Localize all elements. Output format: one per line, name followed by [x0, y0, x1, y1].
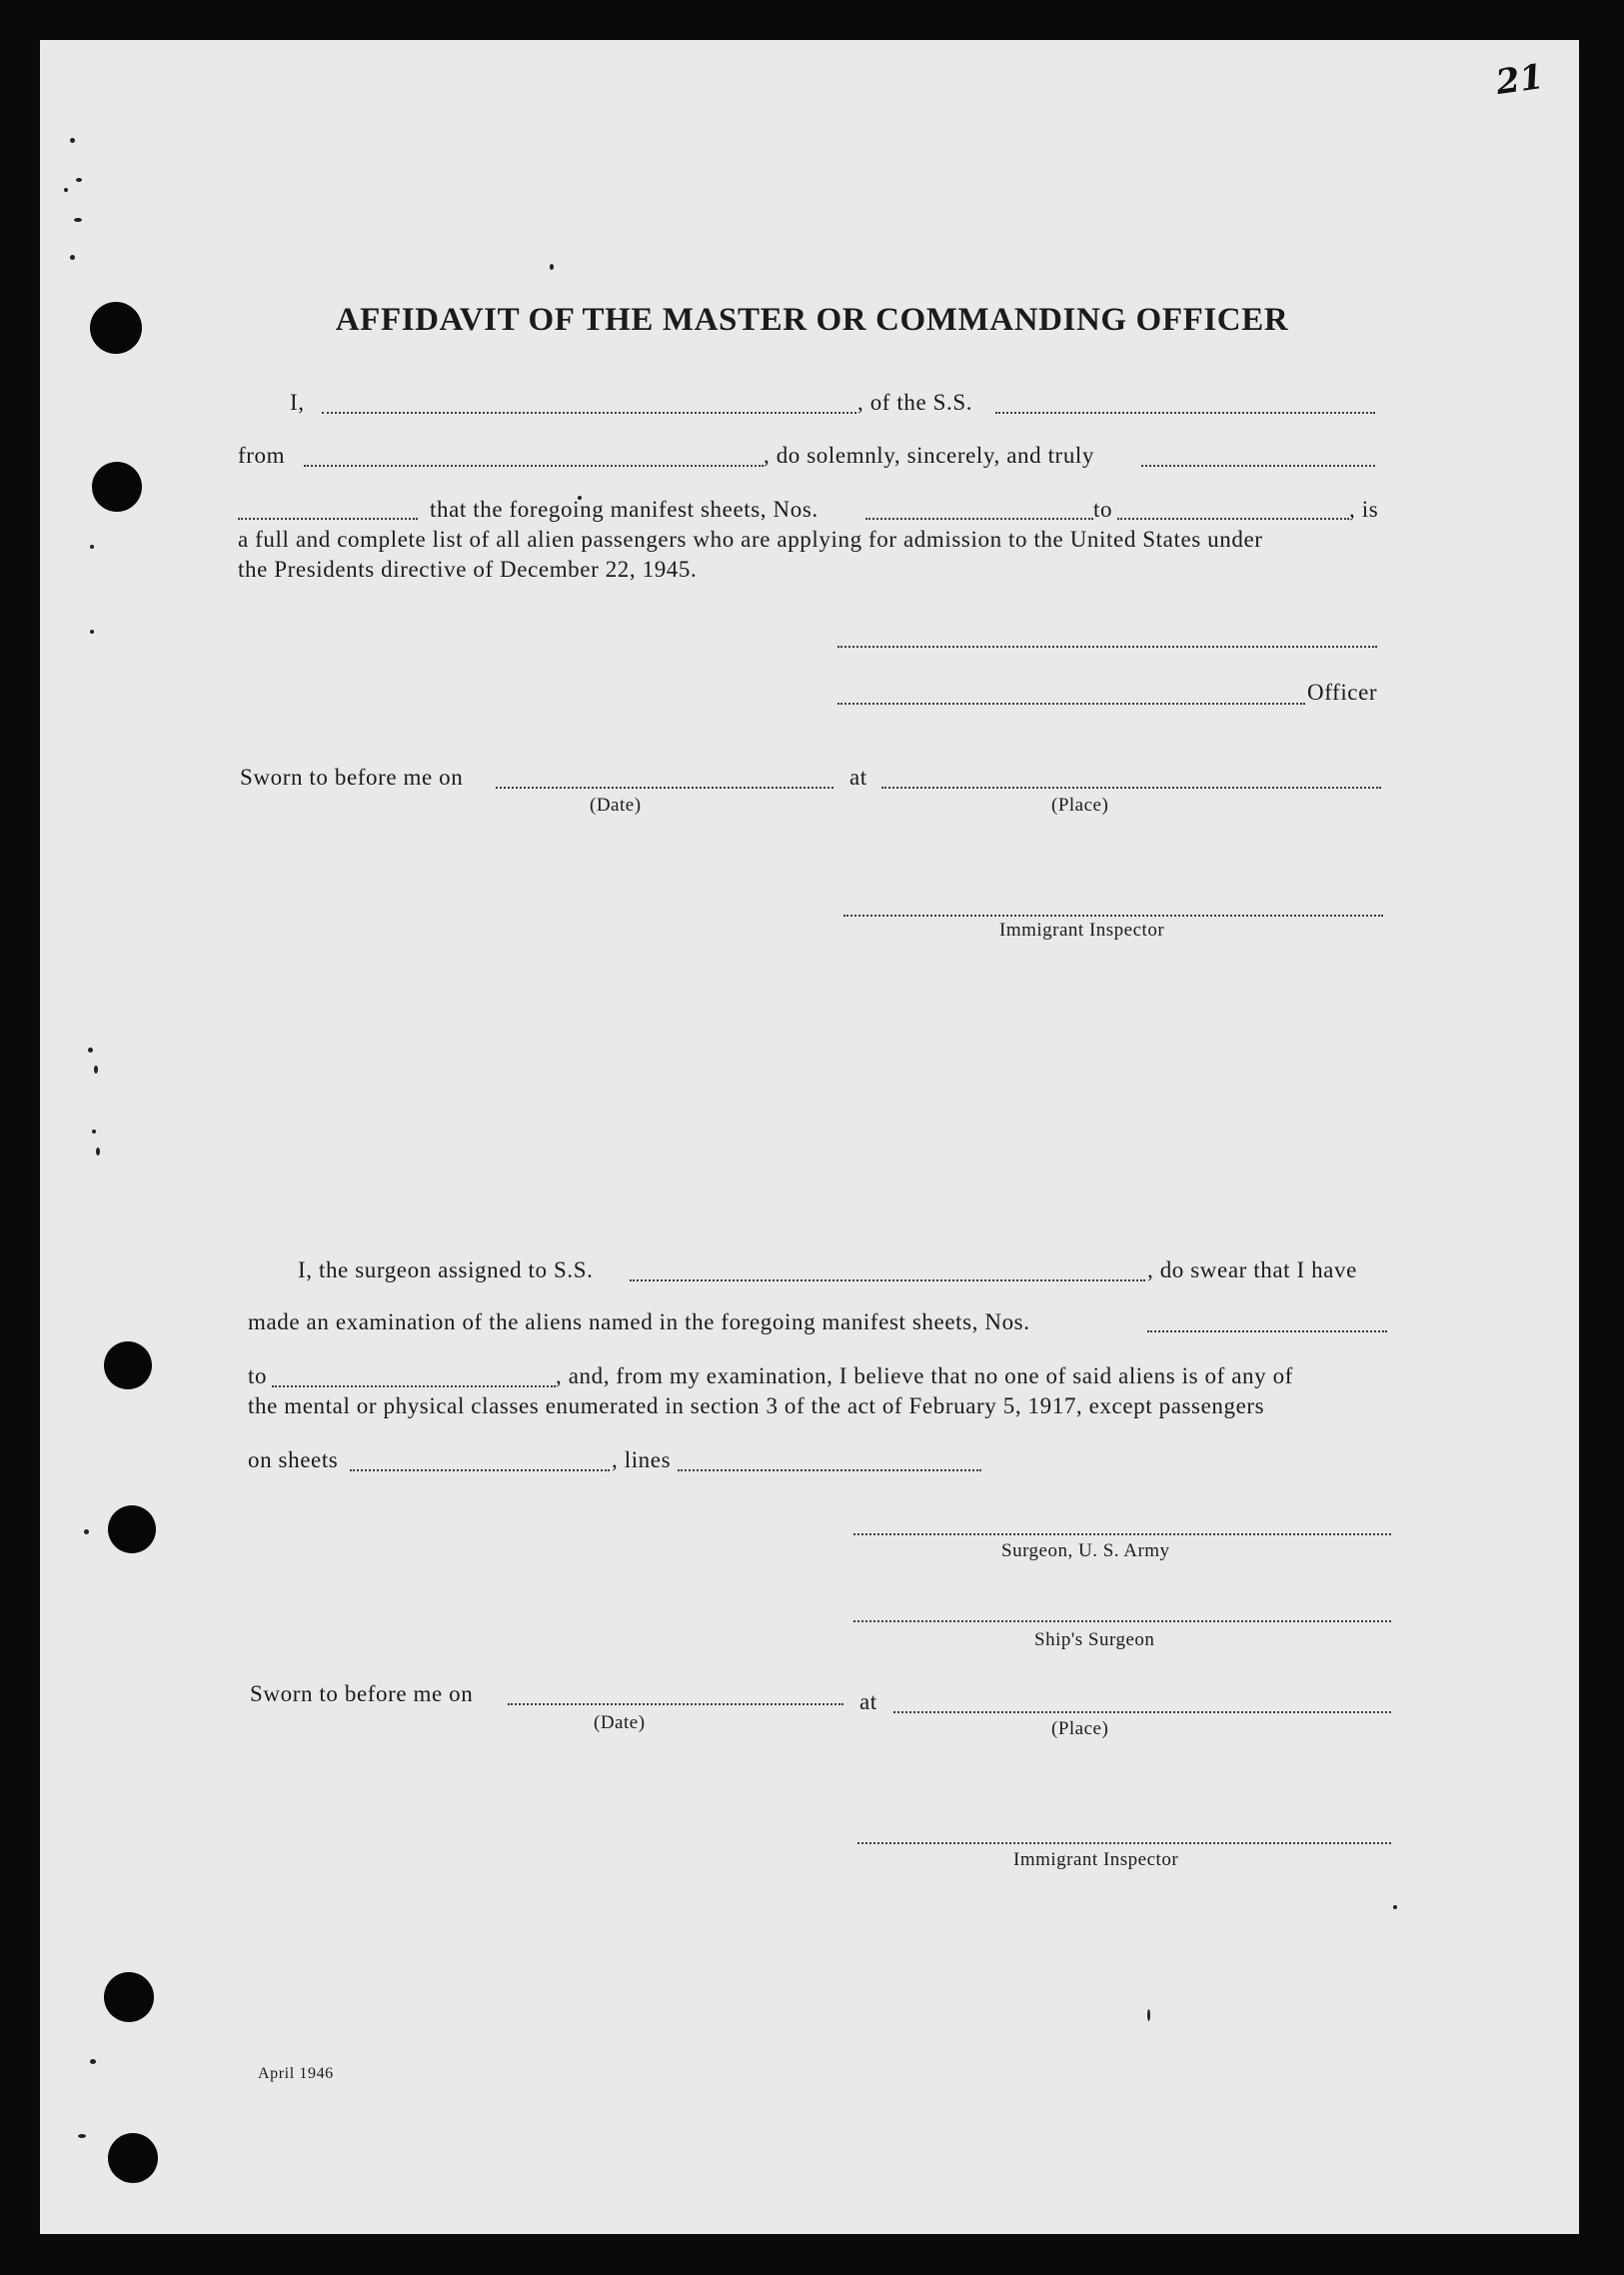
ship-name-field[interactable] [995, 412, 1375, 414]
officer-label: Officer [1307, 680, 1378, 705]
margin-speck [74, 218, 82, 222]
surgeon-inspector-caption: Immigrant Inspector [1013, 1849, 1179, 1870]
master-sworn-date-field[interactable] [496, 787, 833, 789]
master-inspector-signature-field[interactable] [843, 915, 1383, 917]
margin-speck [70, 138, 75, 143]
surgeon-to-label: to [248, 1363, 268, 1388]
margin-speck [84, 1529, 89, 1534]
surgeon-inspector-signature-field[interactable] [857, 1842, 1391, 1844]
sheets-to-label: to [1093, 497, 1113, 522]
solemnly-label: , do solemnly, sincerely, and truly [764, 443, 1095, 468]
margin-speck [64, 188, 68, 192]
surgeon-swear-label: , do swear that I have [1147, 1257, 1357, 1282]
form-sheet [40, 40, 1579, 2234]
master-date-caption: (Date) [590, 795, 642, 816]
master-text-line-3: the Presidents directive of December 22, 1945. [238, 557, 698, 582]
is-label: , is [1349, 497, 1379, 522]
binder-hole [104, 1341, 152, 1389]
army-surgeon-signature-field[interactable] [853, 1533, 1391, 1535]
master-name-field[interactable] [322, 412, 856, 414]
surgeon-line-1: I, the surgeon assigned to S.S. [298, 1257, 594, 1282]
master-inspector-caption: Immigrant Inspector [999, 920, 1165, 941]
master-at-label: at [849, 765, 867, 790]
surgeon-at-label: at [859, 1689, 877, 1714]
margin-speck [550, 264, 554, 270]
form-date: April 1946 [258, 2065, 334, 2082]
page-title: AFFIDAVIT OF THE MASTER OR COMMANDING OFFICER [335, 302, 1289, 338]
ships-surgeon-caption: Ship's Surgeon [1034, 1629, 1155, 1650]
margin-speck [90, 545, 94, 549]
margin-speck [76, 178, 82, 182]
margin-speck [70, 255, 75, 260]
foregoing-label: that the foregoing manifest sheets, Nos. [430, 497, 818, 522]
margin-speck [1393, 1905, 1397, 1909]
master-signature-field[interactable] [837, 646, 1377, 648]
surgeon-sheets-to-field[interactable] [272, 1385, 556, 1387]
margin-speck [1147, 2009, 1150, 2021]
oath-field[interactable] [1141, 465, 1375, 467]
lines-label: , lines [612, 1447, 672, 1472]
exception-sheets-field[interactable] [350, 1469, 610, 1471]
army-surgeon-caption: Surgeon, U. S. Army [1001, 1540, 1170, 1561]
surgeon-sworn-label: Sworn to before me on [250, 1681, 474, 1706]
margin-speck [92, 1130, 96, 1134]
officer-field[interactable] [837, 703, 1305, 705]
surgeon-place-caption: (Place) [1051, 1718, 1109, 1739]
master-i-label: I, [290, 390, 305, 415]
surgeon-date-caption: (Date) [594, 1712, 646, 1733]
master-of-ss-label: , of the S.S. [857, 390, 973, 415]
margin-speck [88, 1048, 93, 1053]
exception-lines-field[interactable] [678, 1469, 981, 1471]
surgeon-line-2: made an examination of the aliens named in the foregoing manifest sheets, Nos. [248, 1309, 1030, 1334]
master-sworn-label: Sworn to before me on [240, 765, 464, 790]
margin-speck [90, 630, 94, 634]
page-number: 21 [1493, 56, 1546, 104]
surgeon-line-3: , and, from my examination, I believe that no one of said aliens is of any of [556, 1363, 1293, 1388]
ships-surgeon-signature-field[interactable] [853, 1620, 1391, 1622]
surgeon-sheets-from-field[interactable] [1147, 1330, 1387, 1332]
surgeon-ship-field[interactable] [630, 1279, 1145, 1281]
master-place-caption: (Place) [1051, 795, 1109, 816]
binder-hole [108, 1505, 156, 1553]
margin-speck [94, 1066, 98, 1074]
binder-hole [104, 1972, 154, 2022]
margin-speck [96, 1147, 100, 1155]
margin-speck [78, 2134, 86, 2138]
master-from-label: from [238, 443, 286, 468]
surgeon-line-4: the mental or physical classes enumerated in section 3 of the act of February 5, 1917, except passengers [248, 1393, 1265, 1418]
sheets-to-field[interactable] [1117, 518, 1349, 520]
on-sheets-label: on sheets [248, 1447, 339, 1472]
sheets-from-field[interactable] [865, 518, 1093, 520]
from-port-field[interactable] [304, 465, 764, 467]
binder-hole [108, 2133, 158, 2183]
margin-speck [90, 2059, 96, 2064]
binder-hole [92, 462, 142, 512]
master-text-line-2: a full and complete list of all alien passengers who are applying for admission to the United States under [238, 527, 1263, 552]
surgeon-sworn-place-field[interactable] [893, 1711, 1391, 1713]
surgeon-sworn-date-field[interactable] [508, 1703, 843, 1705]
master-sworn-place-field[interactable] [881, 787, 1381, 789]
oath-continuation-field[interactable] [238, 518, 418, 520]
